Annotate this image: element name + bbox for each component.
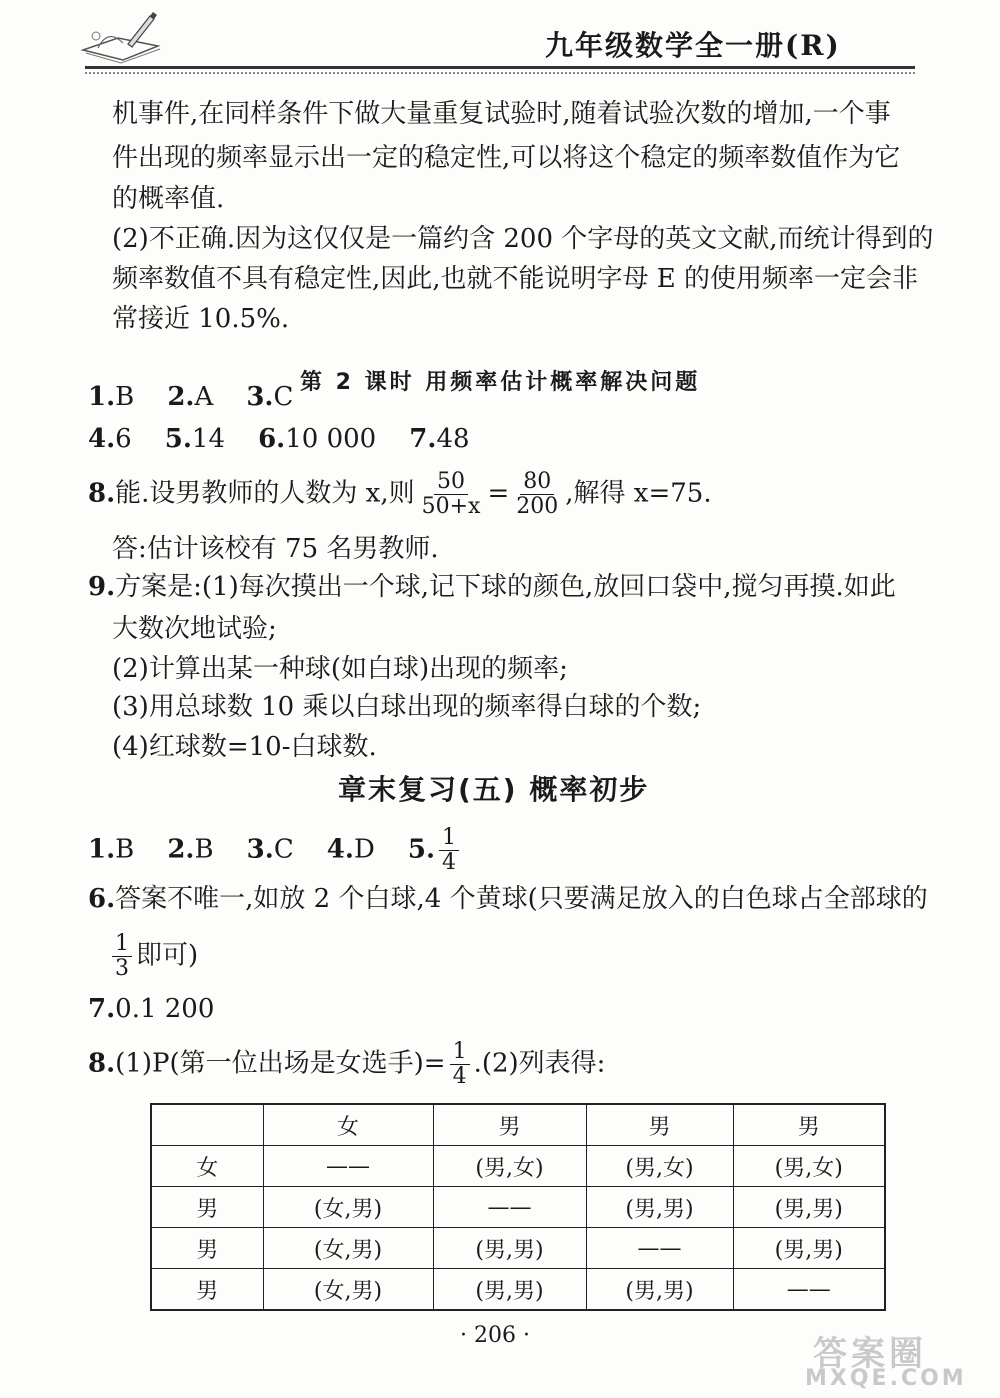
text-line: 的概率值. xyxy=(112,184,225,214)
text-line: 频率数值不具有稳定性,因此,也就不能说明字母 E 的使用频率一定会非 xyxy=(112,264,919,294)
answer-value: B xyxy=(194,834,214,865)
question-number: 9. xyxy=(88,572,116,602)
answer-row xyxy=(88,826,463,875)
text-line: 常接近 10.5%. xyxy=(112,304,290,334)
table-cell: (女,男) xyxy=(263,1269,433,1311)
fraction xyxy=(439,826,459,875)
table-cell: 男 xyxy=(151,1269,263,1311)
question-number: 2. xyxy=(167,834,195,865)
watermark-url: MXQE.COM xyxy=(805,1366,967,1391)
fraction xyxy=(112,932,132,981)
text-line: 大数次地试验; xyxy=(112,614,277,644)
question-text: 即可) xyxy=(136,940,199,971)
fraction xyxy=(450,1040,470,1089)
question-number: 4. xyxy=(326,834,354,865)
question-number: 6. xyxy=(258,424,286,454)
answer-value: D xyxy=(353,834,375,865)
question-number: 3. xyxy=(246,382,274,412)
question-text: 答案不唯一,如放 2 个白球,4 个黄球(只要满足放入的白色球占全部球的 xyxy=(115,884,928,914)
table-cell: (男,男) xyxy=(586,1187,733,1228)
table-row xyxy=(151,1269,885,1311)
table-cell: 男 xyxy=(733,1104,885,1146)
table-cell: 男 xyxy=(433,1104,586,1146)
question-6 xyxy=(88,882,928,916)
question-7 xyxy=(88,992,214,1026)
table-cell: 女 xyxy=(263,1104,433,1146)
table-cell: 男 xyxy=(151,1187,263,1228)
question-text: ,解得 x=75. xyxy=(565,478,712,509)
question-text: 方案是:(1)每次摸出一个球,记下球的颜色,放回口袋中,搅匀再摸.如此 xyxy=(115,572,896,602)
text-line: (2)计算出某一种球(如白球)出现的频率; xyxy=(112,654,568,684)
text-line: (3)用总球数 10 乘以白球出现的频率得白球的个数; xyxy=(112,692,702,722)
page-number: · 206 · xyxy=(460,1323,530,1348)
fraction-numerator: 1 xyxy=(112,932,132,957)
fraction xyxy=(513,470,561,519)
fraction-numerator: 1 xyxy=(439,826,459,851)
question-6-continued xyxy=(112,932,198,981)
table-cell: (男,女) xyxy=(433,1146,586,1187)
text-line: 件出现的频率显示出一定的稳定性,可以将这个稳定的频率数值作为它 xyxy=(112,143,901,173)
table-row xyxy=(151,1187,885,1228)
table-cell: (男,男) xyxy=(433,1228,586,1269)
question-text: .(2)列表得: xyxy=(473,1048,606,1079)
question-number: 4. xyxy=(88,424,116,454)
question-text: (1)P(第一位出场是女选手)= xyxy=(115,1048,446,1079)
watermark-text: 答案圈 xyxy=(813,1334,927,1374)
fraction xyxy=(419,470,484,519)
text-line: 答:估计该校有 75 名男教师. xyxy=(112,534,439,564)
chapter-title: 章末复习(五) 概率初步 xyxy=(338,773,650,806)
table-cell: (男,男) xyxy=(433,1269,586,1311)
answer-row xyxy=(88,380,293,414)
answer-value: 10 000 xyxy=(285,424,377,454)
answer-value: 14 xyxy=(191,424,226,454)
header-rule xyxy=(85,66,915,69)
answer-value: A xyxy=(194,382,214,412)
answer-value: 48 xyxy=(436,424,470,454)
table-cell: (男,女) xyxy=(586,1146,733,1187)
fraction-denominator: 4 xyxy=(442,850,457,875)
question-number: 2. xyxy=(167,382,195,412)
fraction-numerator: 50 xyxy=(434,470,468,495)
table-cell xyxy=(151,1104,263,1146)
question-number: 5. xyxy=(407,834,436,865)
table-cell: —— xyxy=(733,1269,885,1311)
table-row xyxy=(151,1146,885,1187)
question-number: 6. xyxy=(88,884,116,914)
table-cell: (女,男) xyxy=(263,1187,433,1228)
fraction-denominator: 50+x xyxy=(421,494,481,519)
table-cell: (男,男) xyxy=(586,1269,733,1311)
question-number: 8. xyxy=(88,478,116,509)
answer-value: C xyxy=(273,382,294,412)
book-title: 九年级数学全一册(R) xyxy=(545,29,841,62)
fraction-numerator: 1 xyxy=(450,1040,470,1065)
question-text: 能.设男教师的人数为 x,则 xyxy=(115,478,415,509)
answer-value: B xyxy=(115,834,135,865)
table-header-row xyxy=(151,1104,885,1146)
fraction-denominator: 4 xyxy=(452,1064,467,1089)
table-cell: (男,男) xyxy=(733,1228,885,1269)
table-cell: —— xyxy=(263,1146,433,1187)
answer-row xyxy=(88,422,470,456)
question-9 xyxy=(88,570,896,604)
question-number: 8. xyxy=(88,1048,116,1079)
table-cell: —— xyxy=(433,1187,586,1228)
question-number: 7. xyxy=(409,424,437,454)
question-number: 5. xyxy=(164,424,192,454)
answer-value: 6 xyxy=(115,424,132,454)
table-cell: (男,男) xyxy=(733,1187,885,1228)
equals-sign: = xyxy=(487,478,510,509)
answer-value: B xyxy=(115,382,135,412)
text-line: (2)不正确.因为这仅仅是一篇约含 200 个字母的英文文献,而统计得到的 xyxy=(112,224,934,254)
table-cell: 女 xyxy=(151,1146,263,1187)
fraction-denominator: 200 xyxy=(516,494,559,519)
fraction-numerator: 80 xyxy=(520,470,554,495)
text-line: 机事件,在同样条件下做大量重复试验时,随着试验次数的增加,一个事 xyxy=(112,99,891,129)
outcome-table xyxy=(150,1103,886,1311)
table-cell: —— xyxy=(586,1228,733,1269)
lesson-title: 第 2 课时 用频率估计概率解决问题 xyxy=(300,370,701,395)
text-line: (4)红球数=10-白球数. xyxy=(112,732,377,762)
table-cell: (女,男) xyxy=(263,1228,433,1269)
fraction-denominator: 3 xyxy=(115,956,129,981)
question-8 xyxy=(88,470,712,519)
table-cell: 男 xyxy=(586,1104,733,1146)
pencil-notebook-icon xyxy=(78,8,168,68)
question-number: 7. xyxy=(88,994,116,1024)
page-header xyxy=(0,0,1000,80)
table-cell: (男,女) xyxy=(733,1146,885,1187)
table-cell: 男 xyxy=(151,1228,263,1269)
answer-value: 0.1 200 xyxy=(115,994,215,1024)
watermark-logo xyxy=(795,1326,985,1392)
table-row xyxy=(151,1228,885,1269)
answer-value: C xyxy=(273,834,294,865)
question-number: 1. xyxy=(88,834,116,865)
question-number: 3. xyxy=(246,834,274,865)
header-dotted-rule xyxy=(85,72,915,74)
question-8 xyxy=(88,1040,605,1089)
question-number: 1. xyxy=(88,382,116,412)
